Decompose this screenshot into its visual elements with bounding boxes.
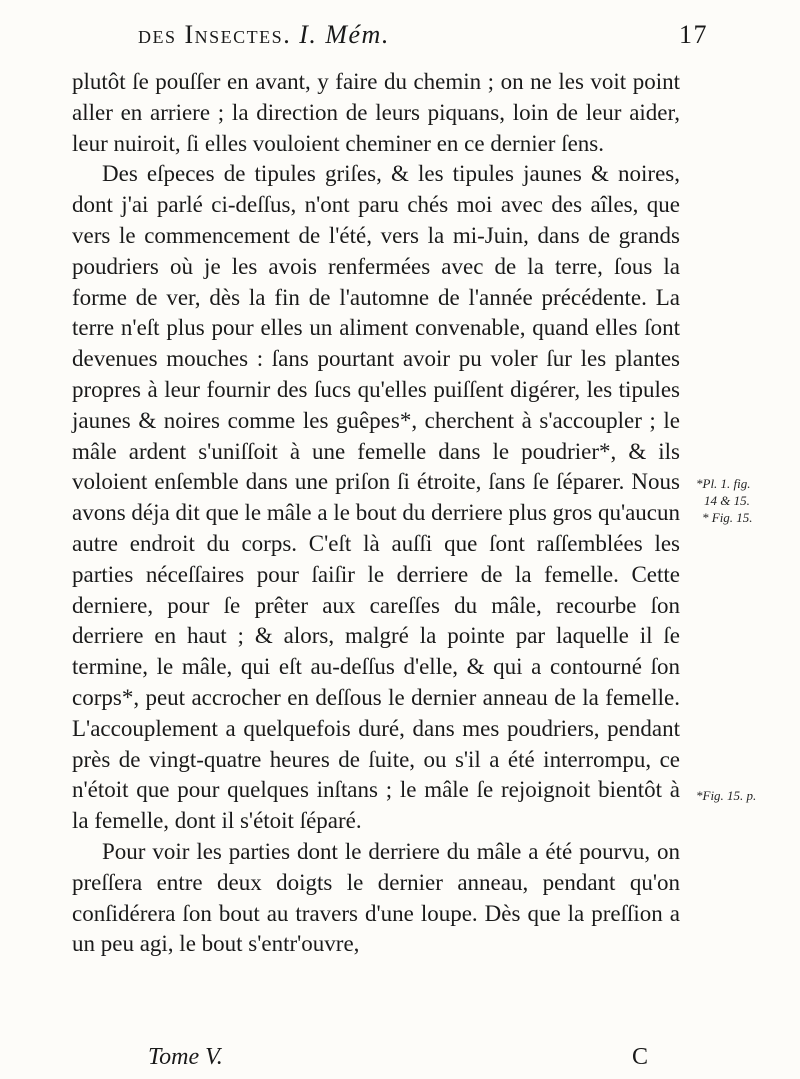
paragraph-tipules: Des eſpeces de tipules griſes, & les tipules jaunes & noires, dont j'ai parlé ci-deſſus, n'ont paru chés moi avec des aîles, que vers le commencement de l'été, vers la mi-Juin, dans de grands poudriers où je les avois renfermées avec de la terre, ſous la forme de ver, dès la fin de l'automne de l'année précédente. La terre n'eſt plus pour elles un aliment convenable, quand elles ſont devenues mouches : ſans pourtant avoir pu voler ſur les plantes propres à leur fournir des ſucs qu'elles puiſſent digérer, les tipules jaunes & noires comme les guêpes*, cherchent à s'accoupler ; le mâle ardent s'uniſſoit à une femelle dans le poudrier*, & ils voloient enſemble dans une priſon ſi étroite, ſans ſe ſéparer. Nous avons déja dit que le mâle a le bout du derriere plus gros qu'aucun autre endroit du corps. C'eſt là auſſi que ſont raſſemblées les parties néceſſaires pour ſaiſir le derriere de la femelle. Cette derniere, pour ſe prêter aux careſſes du mâle, recourbe ſon derriere en haut ; & alors, malgré la pointe par laquelle il ſe termine, le mâle, qui eſt au-deſſus d'elle, & qui a contourné ſon corps*, peut accrocher en deſſous le dernier anneau de la femelle. L'accouplement a quelquefois duré, dans mes poudriers, pendant près de vingt-quatre heures de ſuite, ou s'il a été interrompu, ce n'étoit que pour quelques inſtans ; le mâle ſe rejoignoit bientôt à la femelle, dont il s'étoit ſéparé.: [72, 161, 680, 834]
running-head-main: Insectes: [184, 20, 284, 49]
body-text: [72, 67, 680, 960]
page-number: 17: [679, 20, 708, 49]
running-head-memoir: I. Mém.: [299, 20, 390, 49]
footer-signature-mark: C: [631, 1044, 648, 1070]
page-footer: [148, 1044, 648, 1074]
running-head: [138, 20, 708, 60]
margin-note-figs: 14 & 15.: [704, 493, 750, 508]
running-head-prefix: des: [138, 20, 185, 49]
paragraph-pressure: Pour voir les parties dont le derriere du mâle a été pourvu, on preſſera entre deux doigts le dernier anneau, pendant qu'on conſidérera ſon bout au travers d'une loupe. Dès que la preſſion a un peu agi, le bout s'entr'ouvre,: [72, 838, 680, 957]
margin-note-fig-15: * Fig. 15.: [702, 510, 753, 525]
margin-note-plate-ref: *Pl. 1. fig.: [696, 476, 751, 491]
footer-tome: Tome V.: [148, 1044, 223, 1070]
running-head-title: [138, 20, 390, 50]
running-head-sep: .: [283, 20, 300, 49]
paragraph-continuation: plutôt ſe pouſſer en avant, y faire du chemin ; on ne les voit point aller en arriere ; la direction de leurs piquans, loin de leur aider, leur nuiroit, ſi elles vouloient cheminer en ce dernier ſens.: [72, 69, 680, 156]
margin-note-fig-15-p: *Fig. 15. p.: [696, 788, 757, 803]
